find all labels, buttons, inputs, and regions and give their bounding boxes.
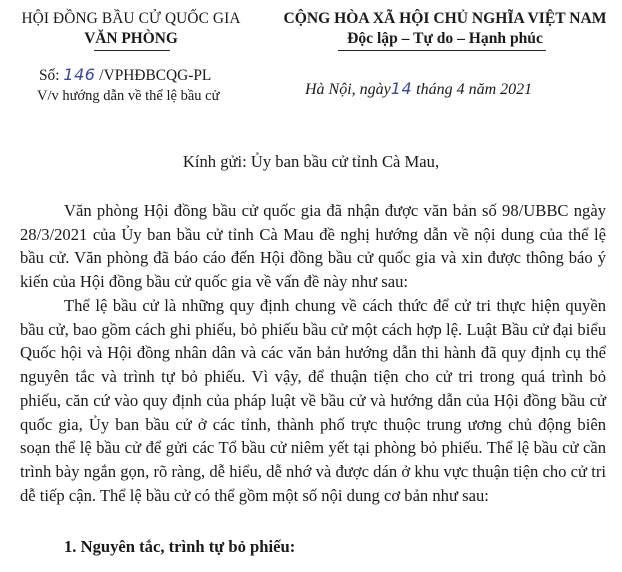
date-day-handwritten: 14: [390, 79, 413, 98]
document-number-code: /VPHĐBCQG-PL: [99, 67, 212, 84]
issuer-organization: HỘI ĐỒNG BẦU CỬ QUỐC GIA: [21, 10, 241, 27]
document-number-handwritten: 146: [63, 65, 96, 84]
date-suffix: tháng 4 năm 2021: [416, 81, 533, 98]
issuer-office: VĂN PHÒNG: [84, 30, 178, 47]
body-paragraph-2: Thể lệ bầu cử là những quy định chung về cách thức để cử tri thực hiện quyền bầu cử, bao gồm cách ghi phiếu, bỏ phiếu bầu cử một cách hợp lệ. Luật Bầu cử đại biểu Quốc hội và Hội đồng nhân dân và các văn bản hướng dẫn thi hành đã quy định cụ thể nguyên tắc và trình tự bỏ phiếu. Vì vậy, để thuận tiện cho cử tri trong quá trình bỏ phiếu, căn cứ vào quy định của pháp luật về bầu cử và hướng dẫn của Hội đồng bầu cử quốc gia, Ủy ban bầu cử ở các tỉnh, thành phố trực thuộc trung ương chủ động biên soạn thể lệ bầu cử để gửi các Tổ bầu cử niêm yết tại phòng bỏ phiếu. Thể lệ bầu cử cần trình bày ngắn gọn, rõ ràng, dễ hiểu, dễ nhớ và được dán ở khu vực thuận tiện cho cử tri dễ tiếp cận. Thể lệ bầu cử có thể gồm một số nội dung cơ bản như sau:: [20, 296, 606, 505]
issuer-underline: [94, 50, 170, 51]
national-motto: Độc lập – Tự do – Hạnh phúc: [347, 30, 543, 47]
document-subject: V/v hướng dẫn về thể lệ bầu cử: [37, 88, 220, 104]
national-title-block: [270, 9, 620, 49]
document-number-label: Số:: [39, 67, 60, 84]
motto-underline: [338, 50, 546, 51]
body-paragraph-1: Văn phòng Hội đồng bầu cử quốc gia đã nhận được văn bản số 98/UBBC ngày 28/3/2021 của Ủy ban bầu cử tỉnh Cà Mau đề nghị hướng dẫn về nội dung của thể lệ bầu cử. Văn phòng đã báo cáo đến Hội đồng bầu cử quốc gia và xin được thông báo ý kiến của Hội đồng bầu cử quốc gia về vấn đề này như sau:: [20, 201, 606, 292]
section-heading-1: 1. Nguyên tắc, trình tự bỏ phiếu:: [64, 537, 296, 556]
document-number: [39, 65, 211, 85]
issuer-block: [0, 9, 262, 49]
national-title: CỘNG HÒA XÃ HỘI CHỦ NGHĨA VIỆT NAM: [283, 10, 607, 27]
date-line: [305, 79, 532, 99]
date-prefix: Hà Nội, ngày: [305, 81, 391, 98]
recipient-line: Kính gửi: Ủy ban bầu cử tỉnh Cà Mau,: [182, 152, 440, 171]
